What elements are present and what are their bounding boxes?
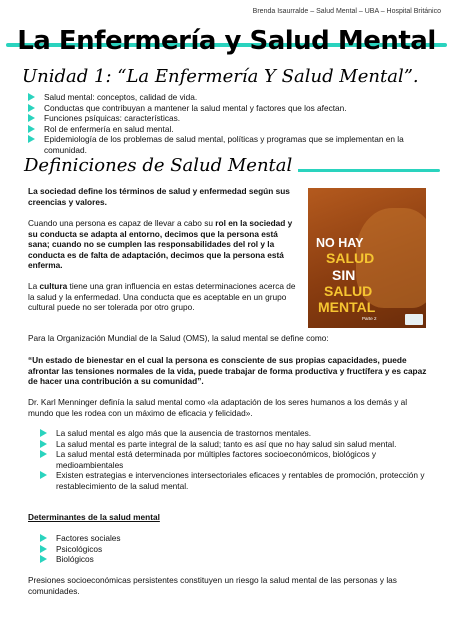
paragraph-cultura: La cultura tiene una gran influencia en estas determinaciones acerca de la salud y la enfermedad. Una conducta que es aceptable en un grupo cultural puede no ser tolerada por otro grupo.	[28, 281, 296, 313]
unidad-heading: Unidad 1: “La Enfermería Y Salud Mental”.	[22, 66, 419, 87]
definiciones-heading-block	[0, 155, 453, 183]
paragraph-oms-quote: “Un estado de bienestar en el cual la persona es consciente de sus propias capacidades, puede afrontar las tensiones normales de la vida, puede trabajar de forma productiva y fructífera y es capaz de hacer una contribución a su comunidad”.	[28, 355, 427, 387]
arrow-bullet-icon	[40, 440, 47, 448]
list-item: Conductas que contribuyan a mantener la salud mental y factores que los afectan.	[28, 103, 428, 114]
determinantes-list	[40, 533, 340, 565]
list-item: Rol de enfermería en salud mental.	[28, 124, 428, 135]
page-header: Brenda Isaurralde – Salud Mental – UBA – Hospital Británico	[252, 8, 441, 15]
list-item: Biológicos	[40, 554, 340, 565]
salud-mental-facts-list	[40, 428, 425, 491]
list-item: Psicológicos	[40, 544, 340, 555]
list-item: Existen estrategias e intervenciones intersectoriales eficaces y rentables de promoción, protección y restablecimiento de la salud mental.	[40, 470, 425, 491]
arrow-bullet-icon	[28, 125, 35, 133]
poster-text: SALUD	[326, 250, 375, 266]
publisher-logo	[405, 314, 423, 325]
arrow-bullet-icon	[40, 429, 47, 437]
poster-text: NO HAY	[316, 236, 364, 250]
list-item: Funciones psíquicas: características.	[28, 113, 428, 124]
list-item: Salud mental: conceptos, calidad de vida.	[28, 92, 428, 103]
paragraph-oms: Para la Organización Mundial de la Salud (OMS), la salud mental se define como:	[28, 333, 329, 343]
unidad-list	[28, 92, 428, 155]
list-item: Epidemiología de los problemas de salud mental, políticas y programas que se implementan en la comunidad.	[28, 134, 428, 155]
definiciones-heading: Definiciones de Salud Mental	[24, 155, 298, 176]
paragraph-menninger: Dr. Karl Menninger definía la salud mental como «la adaptación de los seres humanos a los demás y al mundo que les rodea con un máximo de eficacia y felicidad».	[28, 397, 408, 418]
poster-text: Parte 2	[362, 316, 377, 321]
arrow-bullet-icon	[28, 93, 35, 101]
no-hay-salud-poster-image	[308, 188, 426, 328]
title-block	[0, 26, 453, 62]
poster-text: MENTAL	[318, 299, 376, 315]
arrow-bullet-icon	[40, 450, 47, 458]
arrow-bullet-icon	[40, 555, 47, 563]
list-item: Factores sociales	[40, 533, 340, 544]
determinantes-heading: Determinantes de la salud mental	[28, 512, 160, 522]
paragraph-rol: Cuando una persona es capaz de llevar a cabo su rol en la sociedad y su conducta se adapta al entorno, decimos que la persona está sana; cuando no se cumplen las responsabilidades del rol y la conducta es de falta de adaptación, decimos que la persona está enferma.	[28, 218, 293, 271]
list-item: La salud mental es algo más que la ausencia de trastornos mentales.	[40, 428, 425, 439]
page-title: La Enfermería y Salud Mental	[17, 26, 436, 56]
paragraph-presiones: Presiones socioeconómicas persistentes constituyen un riesgo la salud mental de las personas y las comunidades.	[28, 575, 397, 596]
list-item: La salud mental es parte integral de la salud; tanto es así que no hay salud sin salud mental.	[40, 439, 425, 450]
paragraph-intro: La sociedad define los términos de salud y enfermedad según sus creencias y valores.	[28, 186, 290, 207]
poster-text: SALUD	[324, 283, 373, 299]
arrow-bullet-icon	[40, 471, 47, 479]
arrow-bullet-icon	[40, 534, 47, 542]
arrow-bullet-icon	[28, 135, 35, 143]
arrow-bullet-icon	[28, 104, 35, 112]
arrow-bullet-icon	[28, 114, 35, 122]
poster-text: SIN	[332, 267, 356, 283]
arrow-bullet-icon	[40, 545, 47, 553]
list-item: La salud mental está determinada por múltiples factores socioeconómicos, biológicos y medioambientales	[40, 449, 425, 470]
